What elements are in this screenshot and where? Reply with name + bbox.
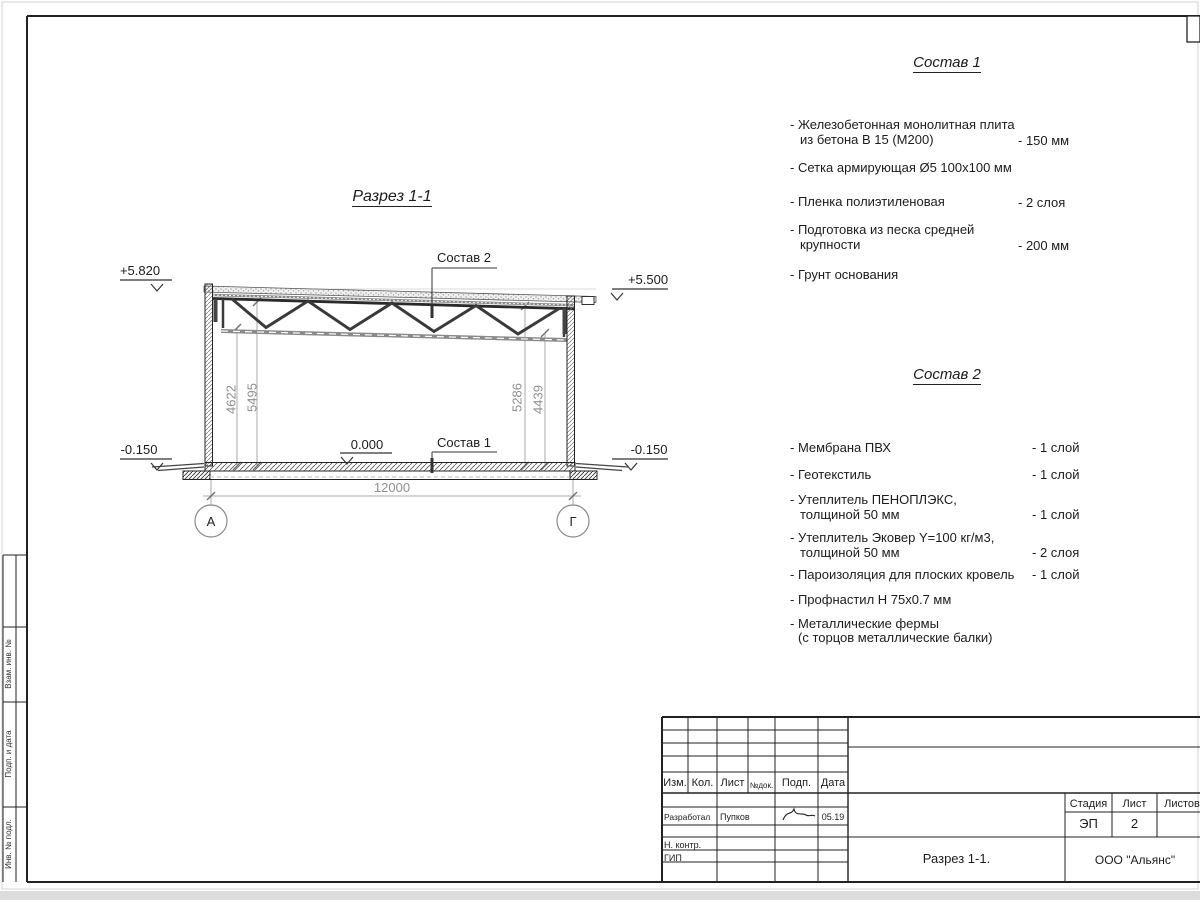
tb-col-kol: Кол. — [691, 777, 714, 789]
list-item-value: - 150 мм — [1018, 133, 1070, 148]
list-item-line2: из бетона В 15 (М200) — [800, 132, 934, 147]
tb-sheet-label: Лист — [1122, 798, 1147, 810]
list-item: - Пароизоляция для плоских кровель — [790, 567, 1015, 582]
dim-4622: 4622 — [223, 385, 239, 414]
tb-stage-label: Стадия — [1069, 798, 1108, 810]
tb-company: ООО "Альянс" — [1094, 853, 1176, 867]
tb-date: 05.19 — [821, 812, 845, 822]
dim-5286: 5286 — [509, 383, 525, 412]
list-item-value: - 1 слой — [1032, 567, 1080, 582]
tb-stage-value: ЭП — [1079, 816, 1098, 831]
list-item: - Сетка армирующая Ø5 100х100 мм — [790, 160, 1012, 175]
floor — [152, 463, 628, 480]
tb-sheet-value: 2 — [1130, 816, 1139, 831]
foundation-right — [570, 471, 597, 480]
tb-gip-label: ГИП — [664, 853, 682, 863]
wall-left — [205, 284, 213, 466]
list-item: - Мембрана ПВХ — [790, 440, 891, 455]
elevation-floor: 0.000 — [350, 437, 384, 452]
dim-span: 12000 — [373, 480, 411, 495]
floor-slab — [205, 463, 575, 472]
corner-stamp-box — [1187, 16, 1200, 42]
list-item-value: - 1 слой — [1032, 467, 1080, 482]
column-right — [563, 309, 567, 334]
signature — [783, 809, 815, 820]
tb-developed-name: Пупков — [720, 812, 750, 822]
list-item: - Утеплитель ПЕНОПЛЭКС, — [790, 492, 957, 507]
tb-developed-label: Разработал — [664, 812, 711, 822]
list-item-line2: (с торцов металлические балки) — [798, 630, 993, 645]
tb-col-ndok: №док. — [749, 781, 774, 790]
axis-markers — [195, 505, 589, 537]
list-item: - Утеплитель Эковер Y=100 кг/м3, — [790, 530, 995, 545]
axis-letter-left: А — [206, 514, 216, 529]
roof-edge-detail — [582, 297, 594, 305]
tb-ncontr-label: Н. контр. — [664, 840, 702, 850]
list-item: - Металлические фермы — [790, 616, 939, 631]
margin-label-vzam: Взам. инв. № — [4, 639, 13, 689]
dim-5495: 5495 — [244, 383, 260, 412]
list-item: - Грунт основания — [790, 267, 899, 282]
sostav1-heading: Состав 1 — [913, 54, 981, 71]
tb-doc-name: Разрез 1-1. — [922, 851, 991, 866]
sostav2-heading: Состав 2 — [913, 366, 981, 383]
list-item-value: - 1 слой — [1032, 507, 1080, 522]
axis-letter-right: Г — [569, 514, 577, 529]
tb-col-list: Лист — [720, 777, 745, 789]
elevation-roof-right: +5.500 — [627, 272, 669, 287]
margin-label-podp: Подп. и дата — [4, 730, 13, 778]
list-item-line2: толщиной 50 мм — [800, 507, 900, 522]
list-item-value: - 200 мм — [1018, 238, 1070, 253]
column-left — [214, 299, 218, 322]
list-item-value: - 1 слой — [1032, 440, 1080, 455]
list-item-value: - 2 слоя — [1032, 545, 1080, 560]
elevation-roof-left: +5.820 — [119, 263, 161, 278]
section-title: Разрез 1-1 — [352, 188, 432, 205]
foundation-left — [183, 471, 210, 480]
elevation-ground-right: -0.150 — [630, 442, 668, 457]
list-item-line2: толщиной 50 мм — [800, 545, 900, 560]
list-item: - Геотекстиль — [790, 467, 872, 482]
list-item-line2: крупности — [800, 237, 861, 252]
tb-col-podp: Подп. — [781, 777, 812, 789]
sostav1-ref-label: Состав 1 — [437, 435, 491, 450]
dim-4439: 4439 — [530, 385, 546, 414]
elevation-ground-left: -0.150 — [120, 442, 158, 457]
list-item-value: - 2 слоя — [1018, 195, 1066, 210]
list-item: - Подготовка из песка средней — [790, 222, 975, 237]
tb-col-izm: Изм. — [663, 777, 687, 789]
list-item: - Пленка полиэтиленовая — [790, 194, 945, 209]
list-item: - Железобетонная монолитная плита — [790, 117, 1015, 132]
wall-right — [567, 296, 575, 466]
tb-col-data: Дата — [820, 777, 846, 789]
margin-label-inv: Инв. № подл. — [4, 819, 13, 869]
tb-sheets-label: Листов — [1164, 798, 1200, 810]
sostav2-ref-label: Состав 2 — [437, 250, 491, 265]
list-item: - Профнастил Н 75х0.7 мм — [790, 592, 952, 607]
